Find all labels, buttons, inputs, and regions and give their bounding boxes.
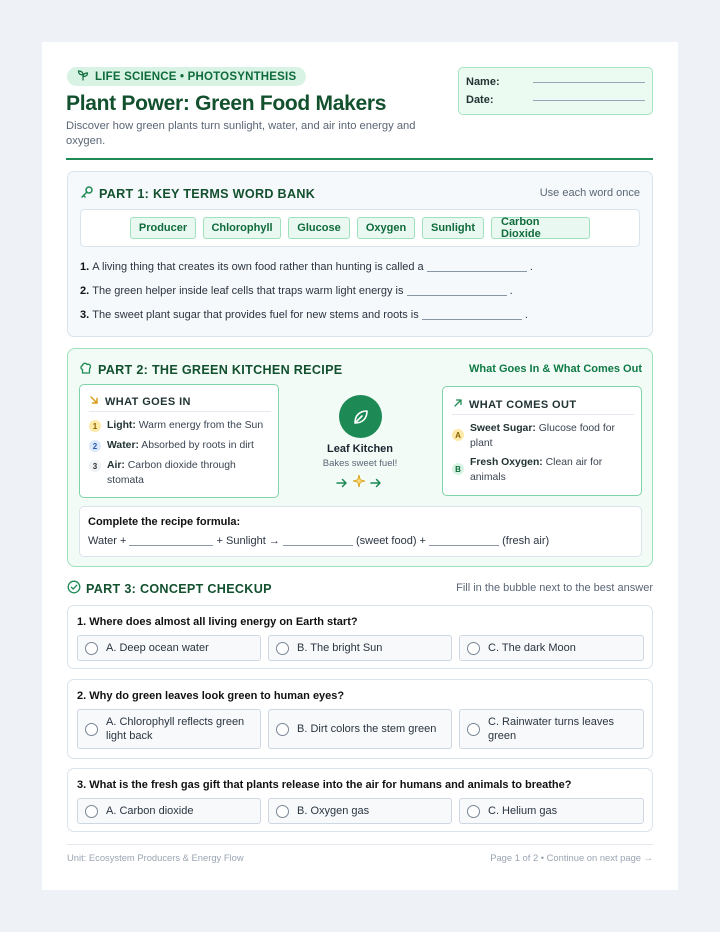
formula-line: Water + + Sunlight → (sweet food) + (fresh air): [88, 535, 550, 547]
inputs-box: [79, 384, 279, 498]
answer-option[interactable]: B. The bright Sun: [268, 635, 452, 661]
key-icon: [80, 185, 94, 202]
fill-question-2: 2. The green helper inside leaf cells that traps warm light energy is .: [80, 285, 513, 297]
kitchen-subtitle: Bakes sweet fuel!: [322, 458, 398, 469]
fill-question-1: 1. A living thing that creates its own food rather than hunting is called a .: [80, 261, 533, 273]
formula-title: Complete the recipe formula:: [88, 516, 241, 528]
word-chip: Oxygen: [357, 217, 415, 239]
part1-hint: Use each word once: [539, 187, 640, 199]
word-bank: [80, 209, 640, 247]
word-chip: Sunlight: [422, 217, 484, 239]
date-line[interactable]: [533, 100, 645, 101]
answer-option[interactable]: B. Oxygen gas: [268, 798, 452, 824]
formula-blank[interactable]: [129, 545, 213, 546]
question-text: 3. What is the fresh gas gift that plants release into the air for humans and animals to breathe?: [77, 779, 572, 791]
answer-blank[interactable]: [407, 295, 507, 296]
arrow-down-right-icon: [89, 395, 99, 408]
arrow-right-icon: [336, 475, 348, 493]
radio-bubble[interactable]: [85, 642, 98, 655]
input-item-light: 1 Light: Warm energy from the Sun: [89, 419, 263, 434]
sprout-icon: [77, 69, 89, 84]
radio-bubble[interactable]: [467, 642, 480, 655]
name-label: Name:: [466, 76, 500, 88]
mc-question-1: [67, 605, 653, 669]
answer-option[interactable]: C. Helium gas: [459, 798, 644, 824]
formula-box: [79, 506, 642, 557]
word-chip-row: [81, 217, 639, 239]
mc-question-2: [67, 679, 653, 759]
part2-title: PART 2: THE GREEN KITCHEN RECIPE: [79, 361, 342, 378]
chef-hat-icon: [79, 361, 93, 378]
outputs-box: [442, 386, 642, 496]
word-chip: Carbon Dioxide: [491, 217, 590, 239]
footer-unit: Unit: Ecosystem Producers & Energy Flow: [67, 852, 244, 863]
answer-blank[interactable]: [427, 271, 527, 272]
question-text: 2. Why do green leaves look green to human eyes?: [77, 690, 345, 702]
mc-question-3: [67, 768, 653, 832]
radio-bubble[interactable]: [467, 723, 480, 736]
part3-title: PART 3: CONCEPT CHECKUP: [67, 580, 272, 597]
answer-option[interactable]: C. The dark Moon: [459, 635, 644, 661]
part3-hint: Fill in the bubble next to the best answer: [456, 582, 653, 594]
part1-title: PART 1: KEY TERMS WORD BANK: [80, 185, 315, 202]
kitchen-title: Leaf Kitchen: [326, 443, 393, 455]
radio-bubble[interactable]: [467, 805, 480, 818]
arrow-up-right-icon: [453, 398, 463, 411]
worksheet-page: [42, 42, 678, 890]
name-date-box: [458, 67, 653, 115]
footer-divider: [67, 844, 653, 845]
answer-option[interactable]: C. Rainwater turns leaves green: [459, 709, 644, 749]
arrow-right-icon: [370, 475, 382, 493]
radio-bubble[interactable]: [276, 642, 289, 655]
input-item-air: 3 Air: Carbon dioxide through stomata: [89, 459, 236, 488]
word-chip: Producer: [130, 217, 196, 239]
radio-bubble[interactable]: [85, 805, 98, 818]
sparkle-icon: [352, 474, 366, 493]
answer-option[interactable]: A. Deep ocean water: [77, 635, 261, 661]
word-chip: Glucose: [288, 217, 350, 239]
output-item-sugar: A Sweet Sugar: Glucose food for plant: [452, 422, 615, 451]
name-line[interactable]: [533, 82, 645, 83]
formula-blank[interactable]: [283, 545, 353, 546]
badge-label: LIFE SCIENCE • PHOTOSYNTHESIS: [95, 70, 297, 83]
input-item-water: 2 Water: Absorbed by roots in dirt: [89, 439, 254, 454]
radio-bubble[interactable]: [85, 723, 98, 736]
check-circle-icon: [67, 580, 81, 597]
output-item-oxygen: B Fresh Oxygen: Clean air for animals: [452, 456, 602, 485]
fill-question-3: 3. The sweet plant sugar that provides fuel for new stems and roots is .: [80, 309, 528, 321]
part2-card: [67, 348, 653, 567]
question-text: 1. Where does almost all living energy on Earth start?: [77, 616, 358, 628]
outputs-title: WHAT COMES OUT: [453, 398, 576, 411]
page-subtitle: Discover how green plants turn sunlight, water, and air into energy and oxygen.: [66, 120, 416, 147]
radio-bubble[interactable]: [276, 723, 289, 736]
page-title: Plant Power: Green Food Makers: [66, 92, 387, 115]
inputs-title: WHAT GOES IN: [89, 395, 191, 408]
part2-hint: What Goes In & What Comes Out: [469, 363, 642, 375]
answer-option[interactable]: A. Chlorophyll reflects green light back: [77, 709, 261, 749]
header-divider: [66, 158, 653, 160]
part1-card: [67, 171, 653, 337]
leaf-icon: [339, 395, 382, 438]
answer-blank[interactable]: [422, 319, 522, 320]
topic-badge: [67, 67, 306, 86]
date-label: Date:: [466, 94, 494, 106]
radio-bubble[interactable]: [276, 805, 289, 818]
footer-pagination: Page 1 of 2 • Continue on next page →: [490, 852, 653, 863]
formula-blank[interactable]: [429, 545, 499, 546]
process-arrows: [336, 474, 382, 493]
answer-option[interactable]: B. Dirt colors the stem green: [268, 709, 452, 749]
word-chip: Chlorophyll: [203, 217, 281, 239]
answer-option[interactable]: A. Carbon dioxide: [77, 798, 261, 824]
